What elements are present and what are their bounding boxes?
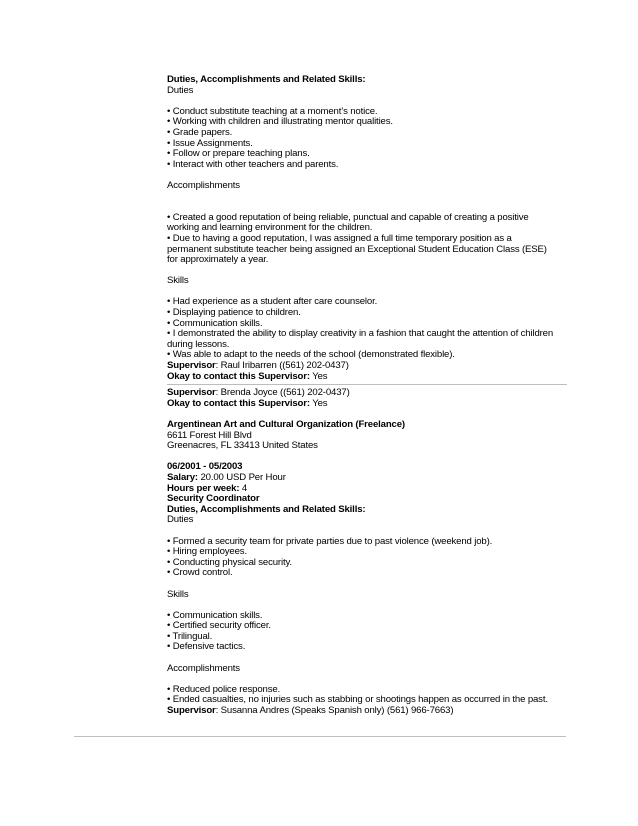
list-item: • Grade papers.	[167, 126, 233, 138]
supervisor-value: Susanna Andres (Speaks Spanish only) (561) 966-7663)	[220, 705, 454, 717]
list-item: • Certified security officer.	[167, 620, 271, 632]
salary-label: Salary:	[167, 471, 198, 483]
list-item: • Working with children and illustrating mentor qualities.	[167, 116, 393, 128]
contact-label: Okay to contact this Supervisor:	[167, 370, 310, 382]
list-item: • I demonstrated the ability to display creativity in a fashion that caught the attention of children	[167, 328, 554, 340]
list-item: • Hiring employees.	[167, 546, 247, 558]
list-item: • Formed a security team for private parties due to past violence (weekend job).	[167, 535, 493, 547]
list-item: permanent substitute teacher being assigned an Exceptional Student Education Class (ESE)	[167, 243, 547, 255]
list-item: • Communication skills.	[167, 317, 263, 329]
duties-list	[167, 537, 567, 579]
list-item: for approximately a year.	[167, 254, 269, 266]
duties-label: Duties	[167, 84, 194, 96]
duties-list	[167, 107, 567, 171]
list-item: • Was able to adapt to the needs of the school (demonstrated flexible).	[167, 349, 455, 361]
duties-label: Duties	[167, 514, 194, 526]
list-item: • Interact with other teachers and parents.	[167, 158, 339, 170]
contact-label: Okay to contact this Supervisor:	[167, 397, 310, 409]
list-item: • Created a good reputation of being reliable, punctual and capable of creating a positive	[167, 211, 529, 223]
list-item: working and learning environment for the children.	[167, 222, 373, 234]
supervisor-line: Supervisor: Raul Iribarren ((561) 202-0437)	[167, 360, 349, 372]
supervisor-label: Supervisor	[167, 387, 216, 399]
list-item: • Reduced police response.	[167, 683, 281, 695]
supervisor-value: Raul Iribarren ((561) 202-0437)	[220, 360, 349, 372]
contact-value: Yes	[312, 397, 328, 409]
salary-value: 20.00 USD Per Hour	[200, 471, 286, 483]
list-item: • Crowd control.	[167, 567, 233, 579]
contact-value: Yes	[312, 370, 328, 382]
skills-label: Skills	[167, 588, 189, 600]
employer-name: Argentinean Art and Cultural Organization (Freelance)	[167, 419, 405, 430]
contact-line	[167, 372, 567, 383]
list-item: • Due to having a good reputation, I was assigned a full time temporary position as a	[167, 232, 512, 244]
supervisor-line: Supervisor: Brenda Joyce ((561) 202-0437)	[167, 387, 350, 399]
employer-address-line1: 6611 Forest Hill Blvd	[167, 429, 252, 441]
list-item: • Conducting physical security.	[167, 556, 292, 568]
supervisor-label: Supervisor	[167, 705, 216, 717]
accomplishments-list	[167, 685, 567, 706]
skills-list	[167, 297, 567, 361]
accomplishments-label: Accomplishments	[167, 179, 240, 191]
accomplishments-label: Accomplishments	[167, 662, 240, 674]
bottom-divider	[74, 736, 566, 737]
supervisor-value: Brenda Joyce ((561) 202-0437)	[220, 387, 350, 399]
list-item: • Communication skills.	[167, 609, 263, 621]
skills-label: Skills	[167, 275, 189, 287]
hours-value: 4	[241, 482, 248, 494]
list-item: • Ended casualties, no injuries such as stabbing or shootings happen as occurred in the past.	[167, 694, 548, 706]
list-item: • Had experience as a student after care counselor.	[167, 296, 378, 308]
list-item: • Trilingual.	[167, 630, 213, 642]
hours-label: Hours per week:	[167, 482, 240, 494]
skills-list	[167, 611, 567, 653]
employer-address-line2: Greenacres, FL 33413 United States	[167, 440, 318, 452]
list-item: • Displaying patience to children.	[167, 307, 301, 319]
job-dates: 06/2001 - 05/2003	[167, 461, 243, 473]
list-item: • Conduct substitute teaching at a moment’s notice.	[167, 105, 378, 117]
accomplishments-list	[167, 213, 567, 266]
list-item: • Defensive tactics.	[167, 641, 246, 653]
list-item: during lessons.	[167, 338, 230, 350]
duties-header: Duties, Accomplishments and Related Skills:	[167, 503, 366, 515]
list-item: • Issue Assignments.	[167, 137, 253, 149]
supervisor-line: Supervisor: Susanna Andres (Speaks Spanish only) (561) 966-7663)	[167, 705, 454, 717]
resume-page	[167, 75, 567, 717]
job-title: Security Coordinator	[167, 493, 260, 505]
supervisor-label: Supervisor	[167, 360, 216, 372]
divider	[167, 384, 567, 385]
duties-header: Duties, Accomplishments and Related Skills:	[167, 74, 366, 85]
contact-line	[167, 399, 567, 410]
list-item: • Follow or prepare teaching plans.	[167, 148, 310, 160]
